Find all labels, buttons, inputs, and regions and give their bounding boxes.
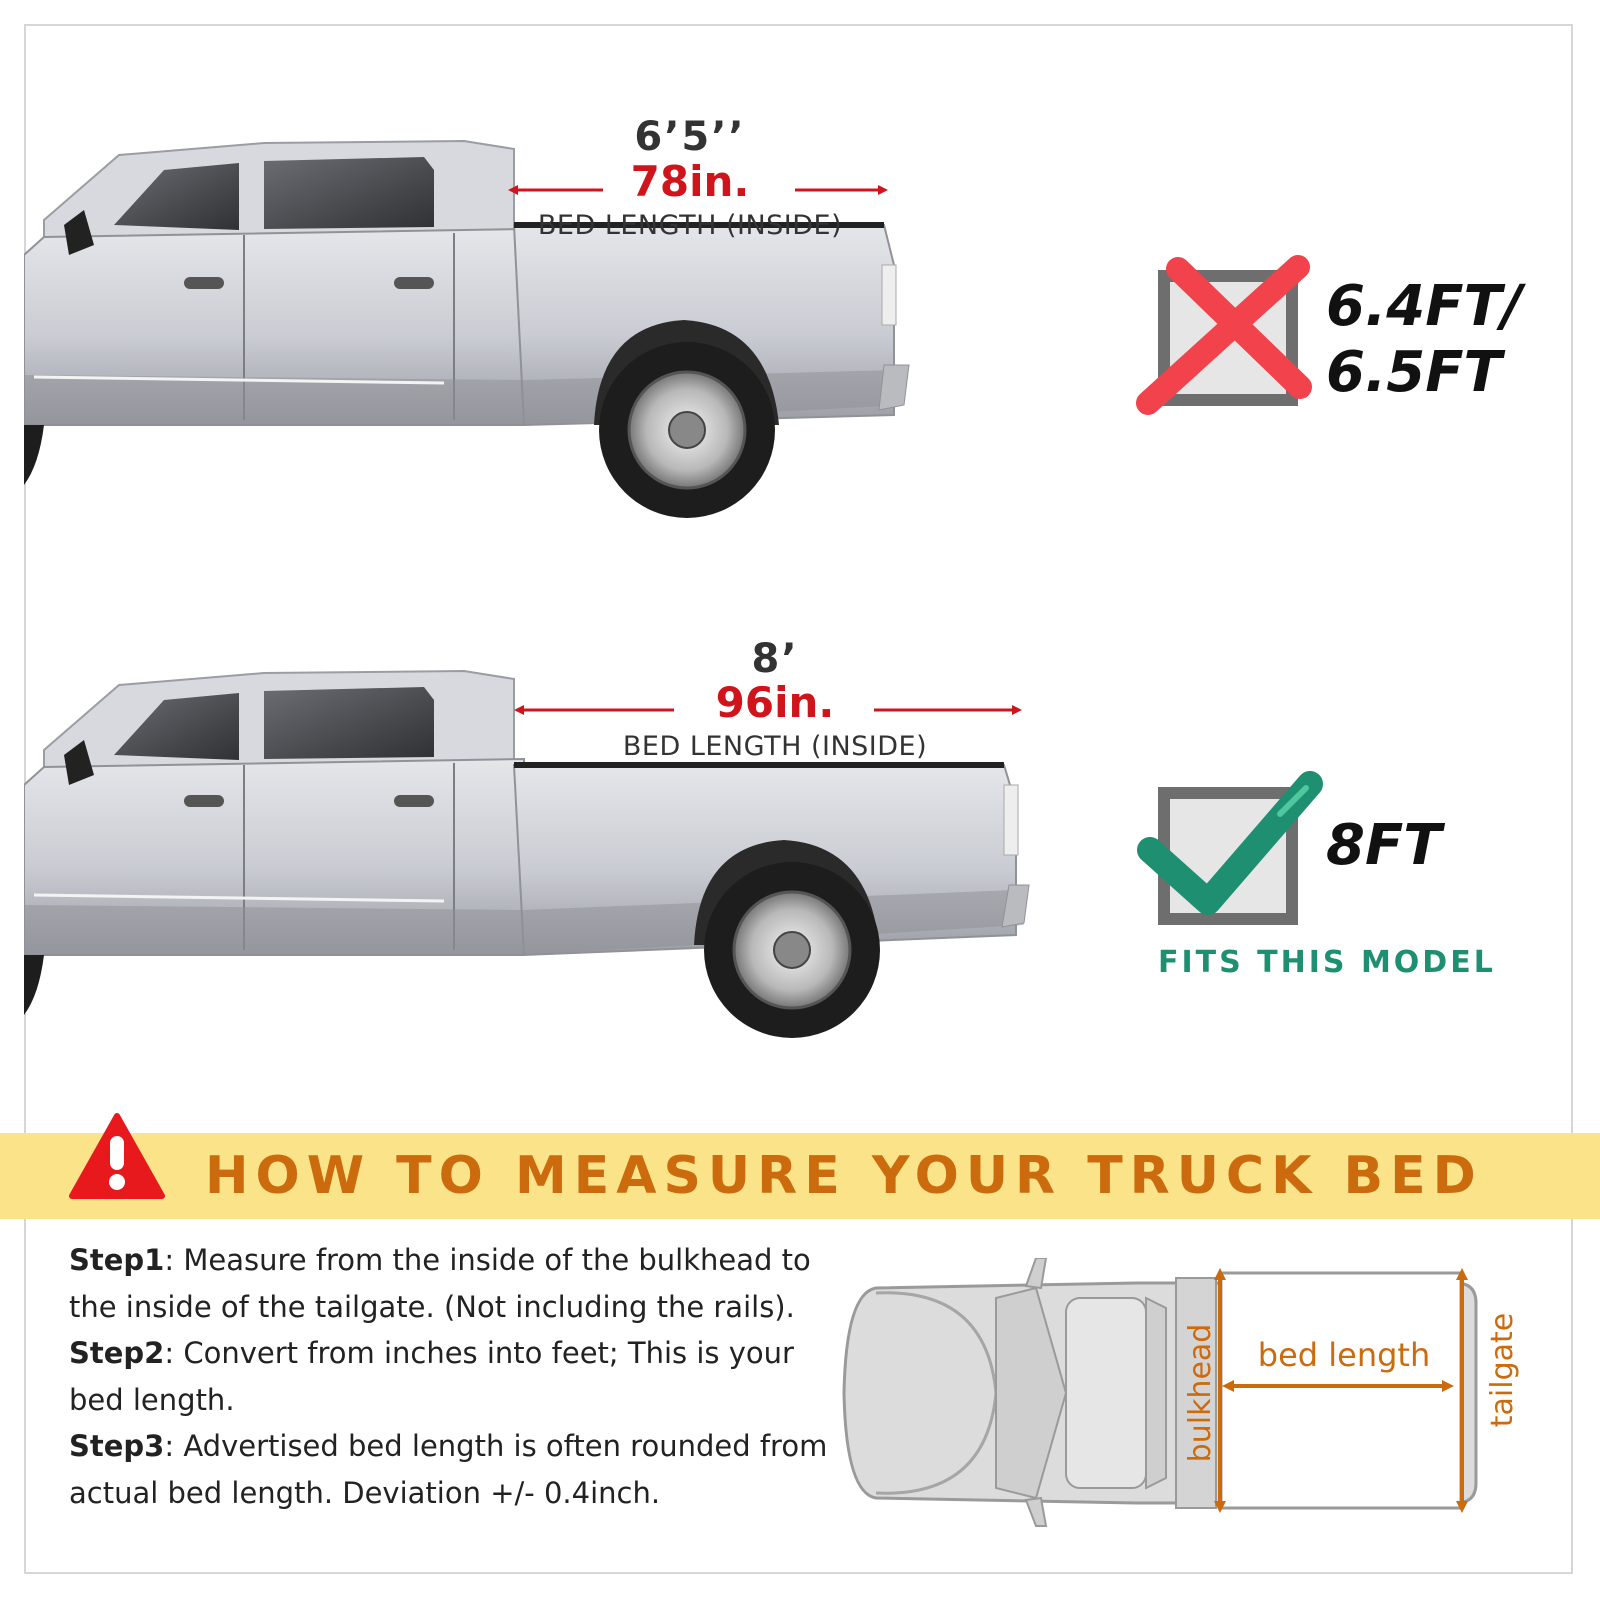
- bulkhead-label: bulkhead: [1183, 1323, 1218, 1463]
- step-1-text: : Measure from the inside of the bulkhead to the inside of the tailgate. (Not including the rails).: [69, 1243, 811, 1324]
- green-check-icon: [1130, 770, 1330, 930]
- short-bed-verdict-line2: 6.5FT: [1326, 340, 1502, 405]
- step-3-text: : Advertised bed length is often rounded from actual bed length. Deviation +/- 0.4inch.: [69, 1429, 828, 1510]
- step-2-text: : Convert from inches into feet; This is your bed length.: [69, 1336, 794, 1417]
- short-bed-inches: 78in.: [630, 157, 750, 206]
- short-bed-feet: 6’5’’: [634, 114, 746, 160]
- short-bed-verdict-line1: 6.4FT/: [1326, 274, 1523, 339]
- step-1-label: Step1: [69, 1243, 165, 1277]
- long-bed-verdict: 8FT: [1326, 813, 1442, 878]
- long-bed-inches: 96in.: [715, 678, 835, 727]
- bed-length-label: bed length: [1257, 1336, 1431, 1374]
- fits-this-model: FITS THIS MODEL: [1158, 945, 1496, 980]
- long-bed-feet: 8’: [751, 636, 799, 682]
- short-bed-label: BED LENGTH (INSIDE): [537, 210, 843, 241]
- steps-list: [69, 1237, 829, 1516]
- short-bed-arrow: [508, 180, 898, 200]
- step-1: [69, 1237, 829, 1330]
- step-3: [69, 1423, 829, 1516]
- long-bed-label: BED LENGTH (INSIDE): [622, 731, 928, 762]
- step-2: [69, 1330, 829, 1423]
- red-x-icon: [1130, 255, 1320, 415]
- truck-top-view-diagram: [836, 1258, 1536, 1528]
- step-3-label: Step3: [69, 1429, 165, 1463]
- banner-title: HOW TO MEASURE YOUR TRUCK BED: [205, 1146, 1483, 1206]
- long-bed-arrow: [514, 700, 1026, 720]
- tailgate-label: tailgate: [1485, 1312, 1520, 1428]
- step-2-label: Step2: [69, 1336, 165, 1370]
- warning-icon: [68, 1112, 166, 1202]
